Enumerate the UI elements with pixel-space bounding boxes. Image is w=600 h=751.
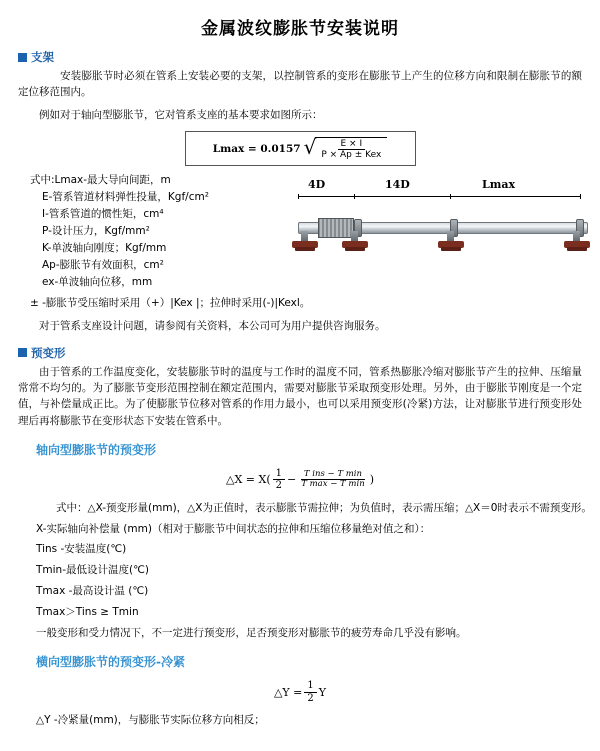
- formula-lateral-predeform: [0, 680, 600, 704]
- square-bullet-icon: [18, 53, 27, 62]
- axial-note-2: Tins -安装温度(℃): [36, 543, 127, 556]
- bracket-paragraph-1-text: 安装膨胀节时必须在管系上安装必要的支架，以控制管系的变形在膨胀节上产生的位移方向和限制在膨胀节的额定位移范围内。: [18, 70, 582, 99]
- formula-axial-frac1-den: 2: [275, 480, 283, 492]
- subsection-heading-lateral: 横向型膨胀节的预变形-冷紧: [36, 655, 185, 670]
- subsection-heading-axial: 轴向型膨胀节的预变形: [36, 442, 157, 457]
- bracket-paragraph-2: [18, 107, 582, 123]
- square-bullet-icon-2: [18, 348, 27, 357]
- figure-label-lmax: Lmax: [482, 178, 516, 192]
- formula-axial-minus: −: [287, 473, 297, 487]
- figure-label-4d: 4D: [308, 178, 326, 192]
- radical-sign-icon: √: [303, 134, 317, 159]
- definition-item-5: Ap-膨胀节有效面积，cm²: [42, 259, 164, 272]
- axial-note-4: Tmax -最高设计温 (℃): [36, 585, 149, 597]
- definition-item-6: ex-单波轴向位移，mm: [42, 276, 153, 289]
- support-icon-4: [564, 231, 590, 253]
- definition-item-4: K-单波轴向刚度；Kgf/mm: [42, 242, 167, 255]
- formula-axial-frac1-num: 1: [273, 468, 285, 481]
- bracket-closing-text: 对于管系支座设计问题，请参阅有关资料，本公司可为用户提供咨询服务。: [39, 320, 386, 333]
- definition-item-2: I-管系管道的惯性矩，cm⁴: [42, 208, 164, 221]
- pipe-support-figure: [292, 178, 592, 262]
- formula-axial-predeform: [0, 468, 600, 492]
- support-icon-2: [342, 231, 368, 253]
- formula-lmax-radical: [303, 134, 388, 161]
- predeform-paragraph-1: [18, 364, 582, 429]
- formula-lateral-frac-num: 1: [304, 680, 316, 693]
- formula-lateral-rhs: Y: [318, 685, 327, 699]
- section-heading-bracket: [18, 49, 600, 65]
- figure-dimension-lines: [292, 194, 592, 200]
- formula-axial-rhs: ): [369, 473, 374, 487]
- predeform-paragraph-1-text: 由于管系的工作温度变化，安装膨胀节时的温度与工作时的温度不同，管系热膨胀冷缩对膨胀节产生的拉伸、压缩量常常不均匀的。为了膨胀节变形范围控制在额定范围内，需要对膨胀节采取预变形处理。另外，由于膨胀节刚度是一个定值，与补偿量成正比。为了使膨胀节位移对管系的作用力最小，也可以采用预变形(冷紧)方法，让对膨胀节进行预变形处理后再将膨胀节在变形状态下安装在管系中。: [18, 365, 582, 427]
- axial-note-5: Tmax＞Tins ≥ Tmin: [36, 605, 139, 618]
- support-icon-3: [438, 231, 464, 253]
- formula-axial-frac2-den: T max − T min: [301, 479, 365, 490]
- page-title: 金属波纹膨胀节安装说明: [201, 19, 399, 39]
- definition-item-0: 式中:Lmax-最大导向间距，m: [30, 174, 171, 187]
- definition-item-7: ± -膨胀节受压缩时采用（+）|Kex |；拉伸时采用(-)|Kexl。: [30, 297, 311, 310]
- formula-lateral-frac-den: 2: [307, 692, 314, 704]
- definition-item-3: P-设计压力，Kgf/mm²: [42, 225, 150, 238]
- formula-axial-frac2-num: T ins − T min: [301, 470, 365, 481]
- document-page: [0, 14, 600, 751]
- bracket-paragraph-1: [18, 68, 582, 101]
- figure-illustration: [292, 204, 592, 262]
- figure-label-14d: 14D: [385, 178, 410, 192]
- section-heading-bracket-label: 支架: [31, 50, 54, 64]
- axial-note-0-text: 式中：△X-预变形量(mm)，△X为正值时，表示膨胀节需拉伸；为负值时，表示需压缩；△X＝0时表示不需预变形。: [56, 501, 592, 514]
- bracket-paragraph-2-text: 例如对于轴向型膨胀节，它对管系支座的基本要求如图所示：: [39, 108, 323, 121]
- section-heading-predeform: [18, 345, 600, 361]
- axial-note-6: 一般变形和受力情况下，不一定进行预变形，足否预变形对膨胀节的疲劳寿命几乎没有影响。: [36, 626, 467, 639]
- lateral-note: △Y -冷紧量(mm)，与膨胀节实际位移方向相反；: [36, 714, 265, 727]
- axial-note-0: [36, 500, 600, 517]
- formula-lateral-lhs: △Y =: [273, 685, 303, 699]
- formula-lmax-lhs: Lmax = 0.0157: [212, 142, 301, 155]
- formula-lmax-denominator: P × Ap ± Kex: [321, 150, 382, 161]
- section-heading-predeform-label: 预变形: [31, 345, 66, 360]
- figure-dimension-labels: [292, 178, 592, 192]
- formula-lmax-numerator: E × I: [338, 139, 366, 150]
- support-icon-1: [292, 231, 318, 253]
- formula-lmax: [185, 131, 416, 167]
- axial-note-1: X-实际轴向补偿量 (mm)（相对于膨胀节中间状态的拉伸和压缩位移量绝对值之和）：: [36, 522, 431, 535]
- definition-item-1: E-管系管道材料弹性投量，Kgf/cm²: [42, 191, 209, 204]
- formula-axial-lhs: △X = X(: [226, 473, 271, 487]
- bracket-closing-paragraph: [18, 318, 582, 334]
- axial-note-3: Tmin-最低设计温度(℃): [36, 564, 149, 577]
